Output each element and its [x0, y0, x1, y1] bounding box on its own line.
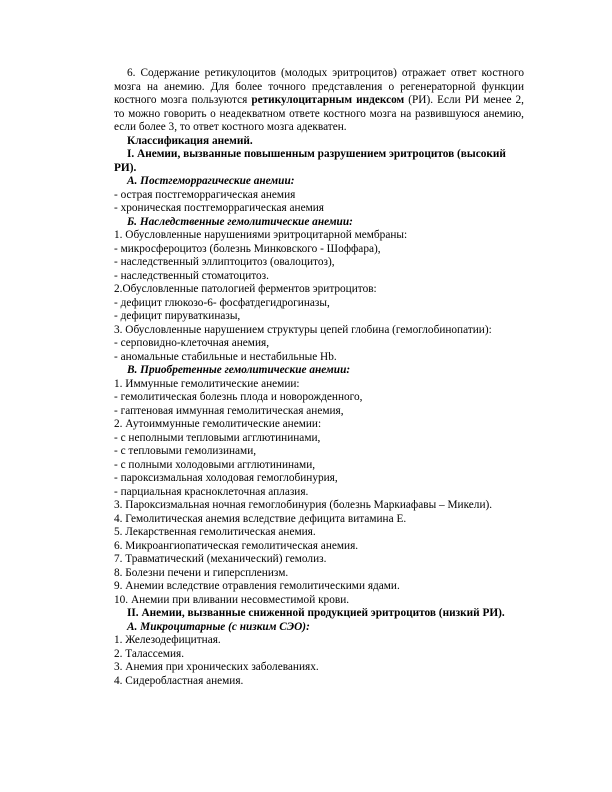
list-item: - с тепловыми гемолизинами,	[114, 445, 257, 457]
intro-bold-term: ретикулоцитарным индексом	[251, 94, 405, 106]
list-item: - парциальная красноклеточная аплазия.	[114, 485, 309, 498]
section1-subA-title: А. Постгеморрагические анемии:	[127, 175, 295, 187]
list-item: 1. Иммунные гемолитические анемии:	[114, 377, 300, 390]
list-item: - хроническая постгеморрагическая анемия	[114, 202, 324, 214]
section1-subC-title: В. Приобретенные гемолитические анемии:	[127, 364, 351, 376]
section2-title: II. Анемии, вызванные сниженной продукцией эритроцитов (низкий РИ).	[127, 607, 505, 619]
list-item: - с неполными тепловыми агглютининами,	[114, 431, 321, 444]
list-item: - с полными холодовыми агглютининами,	[114, 458, 316, 471]
list-item: - гемолитическая болезнь плода и новорожденного,	[114, 391, 363, 403]
list-item: - аномальные стабильные и нестабильные Hb.	[114, 350, 337, 363]
list-item: 8. Болезни печени и гиперспленизм.	[114, 566, 289, 579]
list-item: - микросфероцитоз (болезнь Минковского - Шоффара),	[114, 242, 381, 255]
list-item: 2. Талассемия.	[114, 647, 185, 660]
list-item: - дефицит пируваткиназы,	[114, 310, 241, 322]
list-item: 1. Железодефицитная.	[114, 634, 221, 646]
list-item: 3. Обусловленные нарушением структуры цепей глобина (гемоглобинопатии):	[114, 323, 492, 336]
section1-subA-list	[114, 189, 524, 216]
list-item: 7. Травматический (механический) гемолиз.	[114, 553, 327, 565]
list-item: 4. Гемолитическая анемия вследствие дефицита витамина Е.	[114, 512, 407, 525]
list-item: 10. Анемии при вливании несовместимой крови.	[114, 593, 350, 606]
list-item: 2.Обусловленные патологией ферментов эритроцитов:	[114, 283, 377, 295]
list-item: 3. Анемия при хронических заболеваниях.	[114, 661, 319, 673]
document-body	[114, 67, 524, 688]
section1-subB-title: Б. Наследственные гемолитические анемии:	[127, 215, 353, 228]
list-item: - наследственный эллиптоцитоз (овалоцитоз),	[114, 256, 335, 268]
list-item: - гаптеновая иммунная гемолитическая анемия,	[114, 404, 344, 417]
classification-title: Классификация анемий.	[127, 134, 253, 147]
list-item: - пароксизмальная холодовая гемоглобинурия,	[114, 472, 338, 484]
intro-paragraph	[114, 67, 524, 135]
list-item: 3. Пароксизмальная ночная гемоглобинурия (болезнь Маркиафавы – Микели).	[114, 499, 493, 511]
list-item: 6. Микроангиопатическая гемолитическая анемия.	[114, 539, 359, 552]
section1-subB-list	[114, 229, 524, 364]
section1-subC-list	[114, 378, 524, 608]
list-item: 1. Обусловленные нарушениями эритроцитарной мембраны:	[114, 229, 408, 241]
intro-text-part2: (РИ). Если РИ менее 2, то можно говорить о неадекватном ответе костного мозга на развившуюся анемию, если более 3, то ответ костного мозга адекватен.	[114, 94, 524, 133]
list-item: - серповидно-клеточная анемия,	[114, 337, 270, 349]
list-item: 2. Аутоиммунные гемолитические анемии:	[114, 418, 322, 430]
list-item: 4. Сидеробластная анемия.	[114, 674, 244, 687]
list-item: - острая постгеморрагическая анемия	[114, 188, 296, 201]
list-item: - дефицит глюкозо-6- фосфатдегидрогиназы,	[114, 296, 330, 309]
section2-subA-title: А. Микроцитарные (с низким СЭО):	[127, 620, 310, 633]
intro-text-part1: 6. Содержание ретикулоцитов (молодых эритроцитов) отражает ответ костного мозга на анемию. Для более точного представления о регенераторной функции костного мозга пользуются	[114, 67, 524, 106]
section2-subA-list	[114, 634, 524, 688]
list-item: 5. Лекарственная гемолитическая анемия.	[114, 526, 316, 538]
section1-title: I. Анемии, вызванные повышенным разрушением эритроцитов (высокий РИ).	[114, 148, 506, 174]
list-item: 9. Анемии вследствие отравления гемолитическими ядами.	[114, 580, 400, 592]
list-item: - наследственный стоматоцитоз.	[114, 269, 269, 282]
